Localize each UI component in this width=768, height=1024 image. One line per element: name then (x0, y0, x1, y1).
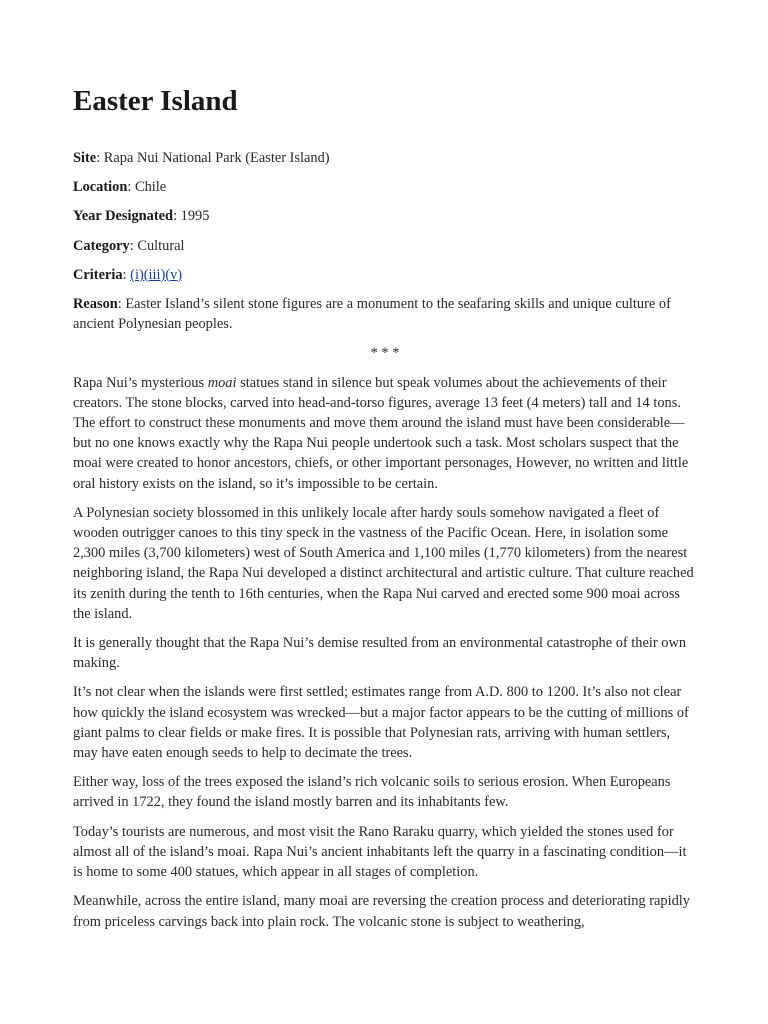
criteria-separator: : (122, 266, 131, 283)
location-label: Location (73, 179, 128, 196)
section-separator: * * * (370, 345, 400, 362)
paragraph (73, 373, 697, 494)
site-row (73, 148, 697, 168)
reason-label: Reason (73, 296, 118, 313)
year-value: : 1995 (173, 208, 210, 225)
category-row (73, 236, 697, 256)
location-value: : Chile (127, 179, 167, 196)
paragraph: Today’s tourists are numerous, and most visit the Rano Raraku quarry, which yielded the stones used for almost all of the island’s moai. Rapa Nui’s ancient inhabitants left the quarry in a fascinating condition—it is home to some 400 statues, which appear in all stages of completion. (73, 823, 687, 881)
site-metadata (73, 148, 697, 334)
criteria-row (73, 265, 697, 285)
paragraph-text: Rapa Nui’s mysterious (73, 374, 208, 391)
paragraph-text: statues stand in silence but speak volumes about the achievements of their creators. The stone blocks, carved into head-and-torso figures, average 13 feet (4 meters) tall and 14 tons. The effort to construct these monuments and move them around the island must have been considerable—but no one knows exactly why the Rapa Nui people undertook such a task. Most scholars suspect that the moai were created to honor ancestors, chiefs, or other important personages, However, no written and little oral history exists on the island, so it’s impossible to be certain. (73, 374, 689, 492)
category-label: Category (73, 237, 130, 254)
year-label: Year Designated (73, 208, 174, 225)
paragraph: It is generally thought that the Rapa Nui’s demise resulted from an environmental catastrophe of their own making. (73, 635, 687, 672)
location-row (73, 177, 697, 197)
document-page (73, 84, 697, 941)
paragraph: Meanwhile, across the entire island, many moai are reversing the creation process and deteriorating rapidly from priceless carvings back into plain rock. The volcanic stone is subject to weathering, (73, 893, 690, 930)
criteria-link[interactable]: (i)(iii)(v) (130, 266, 183, 283)
paragraph: Either way, loss of the trees exposed the island’s rich volcanic soils to serious erosion. When Europeans arrived in 1722, they found the island mostly barren and its inhabitants few. (73, 774, 671, 811)
article-body (73, 373, 697, 932)
emphasis-text: moai (207, 374, 237, 391)
year-row (73, 206, 697, 226)
criteria-label: Criteria (73, 266, 123, 283)
paragraph: A Polynesian society blossomed in this unlikely locale after hardy souls somehow navigated a fleet of wooden outrigger canoes to this tiny speck in the vastness of the Pacific Ocean. Here, in isolation some 2,300 miles (3,700 kilometers) west of South America and 1,100 miles (1,770 kilometers) from the nearest neighboring island, the Rapa Nui developed a distinct architectural and artistic culture. That culture reached its zenith during the tenth to 16th centuries, when the Rapa Nui carved and erected some 900 moai across the island. (73, 504, 694, 622)
category-value: : Cultural (129, 237, 185, 254)
paragraph: It’s not clear when the islands were first settled; estimates range from A.D. 800 to 1200. It’s also not clear how quickly the island ecosystem was wrecked—but a major factor appears to be the cutting of millions of giant palms to clear fields or make fires. It is possible that Polynesian rats, arriving with human settlers, may have eaten enough seeds to help to decimate the trees. (73, 684, 689, 762)
reason-value: : Easter Island’s silent stone figures are a monument to the seafaring skills and unique culture of ancient Polynesian peoples. (73, 296, 671, 333)
site-value: : Rapa Nui National Park (Easter Island) (96, 150, 330, 166)
site-label: Site (73, 150, 97, 166)
page-title: Easter Island (73, 85, 238, 117)
reason-row (73, 294, 697, 334)
